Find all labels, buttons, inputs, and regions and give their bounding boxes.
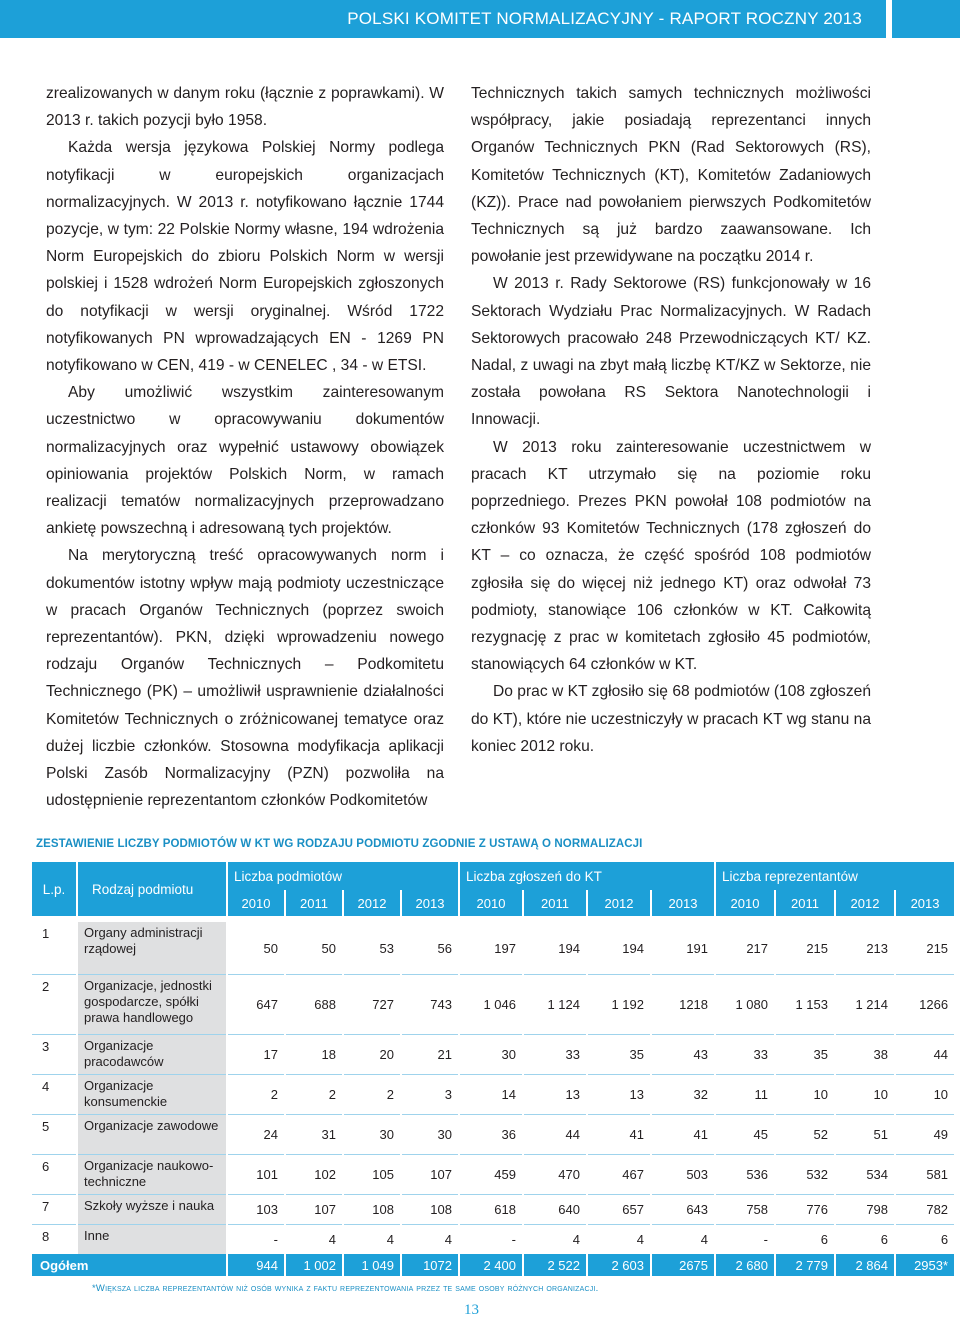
row-value: 105 (344, 1154, 400, 1194)
row-value: 618 (460, 1194, 522, 1224)
row-value: 45 (716, 1114, 774, 1154)
total-label: Ogółem (32, 1254, 226, 1276)
row-value: 50 (321, 940, 336, 956)
row-value: 581 (896, 1154, 954, 1194)
row-value: - (228, 1224, 284, 1254)
table-header-row (32, 862, 954, 890)
row-value: 50 (263, 940, 278, 956)
header-group: Liczba zgłoszeń do KT (460, 862, 714, 890)
row-value: 103 (228, 1194, 284, 1224)
text-column-left (46, 80, 444, 814)
row-value: 30 (402, 1114, 458, 1154)
total-value: 2 779 (776, 1254, 834, 1276)
row-name: Szkoły wyższe i nauka (78, 1194, 226, 1224)
row-value: 38 (836, 1034, 894, 1074)
table-row (32, 974, 954, 1034)
row-value: 30 (460, 1034, 522, 1074)
row-value: 640 (524, 1194, 586, 1224)
row-value: 4 (524, 1224, 586, 1254)
row-value: 14 (460, 1074, 522, 1114)
row-name: Inne (78, 1224, 226, 1254)
header-group: Liczba podmiotów (228, 862, 458, 890)
row-value: 4 (402, 1224, 458, 1254)
header-year: 2012 (344, 890, 400, 916)
paragraph: Technicznych takich samych technicznych możliwości współpracy, jakie posiadają reprezentanci innych Organów Technicznych PKN (Rad Sektorowych (RS), Komitetów Technicznych (KT), Komitetów Zadaniowych (KZ)). Prace nad powołaniem pierwszych Podkomitetów Technicznych są już bardzo zaawansowane. Ich powołanie jest przewidywane na początku 2014 r. (471, 85, 871, 266)
row-name: Organizacje pracodawców (78, 1034, 226, 1074)
row-value: 776 (776, 1194, 834, 1224)
paragraph: zrealizowanych w danym roku (łącznie z poprawkami). W 2013 r. takich pozycji było 1958. (46, 85, 444, 130)
row-lp: 4 (32, 1074, 76, 1114)
row-lp: 2 (32, 974, 76, 1034)
row-lp: 6 (32, 1154, 76, 1194)
row-value: 49 (896, 1114, 954, 1154)
row-value: 11 (716, 1074, 774, 1114)
row-value: 13 (524, 1074, 586, 1114)
paragraph: Każda wersja językowa Polskiej Normy podlega notyfikacji w europejskich organizacjach normalizacyjnych. W 2013 r. notyfikowano łącznie 1744 pozycje, w tym: 22 Polskie Normy własne, 194 wdrożenia Norm Europejskich do zbioru Polskich Norm w wersji polskiej i 1528 wdrożeń Norm Europejskich zgłoszonych do notyfikacji w wersji oryginalnej. Wśród 1722 notyfikowanych PN wprowadzających EN - 1269 PN notyfikowano w CEN, 419 - w CENELEC , 34 - w ETSI. (46, 139, 444, 375)
row-value: 1 080 (716, 974, 774, 1034)
row-value: 2 (286, 1074, 342, 1114)
row-value: 688 (286, 974, 342, 1034)
header-bar (0, 0, 886, 38)
row-value: 21 (402, 1034, 458, 1074)
total-value: 1 049 (344, 1254, 400, 1276)
row-value: 6 (776, 1224, 834, 1254)
row-name: Organizacje naukowo-techniczne (78, 1154, 226, 1194)
row-name: Organizacje zawodowe (78, 1114, 226, 1154)
report-title: POLSKI KOMITET NORMALIZACYJNY - RAPORT ROCZNY 2013 (347, 9, 862, 28)
row-value: 4 (286, 1224, 342, 1254)
table-row (32, 1194, 954, 1224)
header-year: 2011 (286, 890, 342, 916)
table-row (32, 922, 954, 974)
row-value: 197 (494, 940, 516, 956)
row-value: 470 (524, 1154, 586, 1194)
table-total-row (32, 1254, 954, 1276)
row-value: 536 (716, 1154, 774, 1194)
row-value: 1 046 (460, 974, 522, 1034)
row-value: 1 153 (776, 974, 834, 1034)
table-row (32, 1114, 954, 1154)
total-value: 2 603 (588, 1254, 650, 1276)
row-value: - (716, 1224, 774, 1254)
paragraph: Aby umożliwić wszystkim zainteresowanym uczestnictwo w opracowywaniu dokumentów normalizacyjnych oraz wypełnić ustawowy obowiązek opiniowania projektów Polskich Norm, w ramach realizacji tematów normalizacyjnych przeprowadzano ankietę powszechną i adresowaną tych projektów. (46, 384, 444, 538)
header-lp: L.p. (32, 862, 76, 916)
row-value: 107 (286, 1194, 342, 1224)
total-value: 2 864 (836, 1254, 894, 1276)
paragraph: W 2013 roku zainteresowanie uczestnictwem w pracach KT utrzymało się na poziomie roku poprzedniego. Prezes PKN powołał 108 podmiotów na członków 93 Komitetów Technicznych (178 zgłoszeń do KT – co oznacza, że część spośród 108 podmiotów zgłosiła się do więcej niż jednego KT) oraz odwołał 73 podmioty, stanowiące 106 członków w KT. Całkowitą rezygnację z prac w komitetach zgłosiło 45 podmiotów, stanowiących 64 członków w KT. (471, 438, 871, 674)
row-value: 107 (402, 1154, 458, 1194)
header-year: 2011 (776, 890, 834, 916)
row-value: 108 (344, 1194, 400, 1224)
total-value: 2675 (652, 1254, 714, 1276)
row-value: 108 (402, 1194, 458, 1224)
row-value: 33 (716, 1034, 774, 1074)
row-value: 56 (437, 940, 452, 956)
table-footnote: *Większa liczba reprezentantów niż osób wynika z faktu reprezentowania przez te same osoby różnych organizacji. (92, 1283, 599, 1294)
header-year: 2013 (402, 890, 458, 916)
row-value: 643 (652, 1194, 714, 1224)
row-value: 1 124 (524, 974, 586, 1034)
row-value: 782 (896, 1194, 954, 1224)
row-lp: 3 (32, 1034, 76, 1074)
row-lp: 8 (32, 1224, 76, 1254)
row-value: 217 (746, 940, 769, 956)
row-value: 53 (379, 940, 394, 956)
row-value: 17 (228, 1034, 284, 1074)
header-group: Liczba reprezentantów (716, 862, 954, 890)
row-value: 213 (866, 940, 889, 956)
row-value: 4 (588, 1224, 650, 1254)
row-value: 798 (836, 1194, 894, 1224)
row-value: 33 (524, 1034, 586, 1074)
row-value: 194 (622, 940, 644, 956)
table-title: ZESTAWIENIE LICZBY PODMIOTÓW W KT WG RODZAJU PODMIOTU ZGODNIE Z USTAWĄ O NORMALIZACJI (36, 838, 643, 850)
row-value: 10 (896, 1074, 954, 1114)
row-value: 4 (652, 1224, 714, 1254)
header-year: 2012 (836, 890, 894, 916)
row-value: 31 (286, 1114, 342, 1154)
row-value: 24 (228, 1114, 284, 1154)
row-value: 10 (836, 1074, 894, 1114)
row-value: 32 (652, 1074, 714, 1114)
row-value: 35 (588, 1034, 650, 1074)
row-value: 13 (588, 1074, 650, 1114)
row-value: 51 (836, 1114, 894, 1154)
total-value: 2 522 (524, 1254, 586, 1276)
row-lp: 1 (42, 926, 50, 941)
table-row (32, 1154, 954, 1194)
header-year: 2010 (228, 890, 284, 916)
row-value: 10 (776, 1074, 834, 1114)
total-value: 944 (228, 1254, 284, 1276)
header-name: Rodzaj podmiotu (78, 862, 226, 916)
row-value: - (460, 1224, 522, 1254)
row-value: 215 (806, 940, 829, 956)
table-row (32, 1224, 954, 1254)
row-value: 41 (652, 1114, 714, 1154)
table-row (32, 1034, 954, 1074)
header-year: 2012 (588, 890, 650, 916)
row-value: 6 (836, 1224, 894, 1254)
text-column-right (471, 80, 871, 760)
header-year: 2013 (896, 890, 954, 916)
header-year: 2013 (652, 890, 714, 916)
row-value: 102 (286, 1154, 342, 1194)
row-value: 657 (588, 1194, 650, 1224)
row-value: 532 (776, 1154, 834, 1194)
row-value: 1 214 (836, 974, 894, 1034)
row-name: Organizacje konsumenckie (78, 1074, 226, 1114)
row-name: Organizacje, jednostki gospodarcze, spółki prawa handlowego (78, 974, 226, 1034)
row-value: 41 (588, 1114, 650, 1154)
total-value: 2953* (896, 1254, 954, 1276)
paragraph: Do prac w KT zgłosiło się 68 podmiotów (108 zgłoszeń do KT), które nie uczestniczyły w pracach KT wg stanu na koniec 2012 roku. (471, 683, 871, 755)
row-value: 6 (896, 1224, 954, 1254)
total-value: 1072 (402, 1254, 458, 1276)
row-value: 758 (716, 1194, 774, 1224)
header-year: 2010 (460, 890, 522, 916)
row-value: 4 (344, 1224, 400, 1254)
row-value: 503 (652, 1154, 714, 1194)
row-value: 459 (460, 1154, 522, 1194)
row-value: 3 (402, 1074, 458, 1114)
page-number: 13 (464, 1302, 479, 1318)
row-value: 467 (588, 1154, 650, 1194)
paragraph: W 2013 r. Rady Sektorowe (RS) funkcjonowały w 16 Sektorach Wydziału Prac Normalizacyjnych. W Radach Sektorowych pracowało 248 Przewodniczących KT/ KZ. Nadal, z uwagi na zbyt małą liczbę KT/KZ w Sektorze, nie została powołana RS Sektora Nanotechnologii i Innowacji. (471, 275, 871, 429)
table-row (32, 1074, 954, 1114)
row-value: 194 (558, 940, 580, 956)
row-name: Organy administracji rządowej (78, 922, 226, 974)
row-value: 1218 (652, 974, 714, 1034)
header-year: 2011 (524, 890, 586, 916)
row-value: 647 (228, 974, 284, 1034)
total-value: 2 680 (716, 1254, 774, 1276)
row-value: 52 (776, 1114, 834, 1154)
row-value: 2 (228, 1074, 284, 1114)
header-year: 2010 (716, 890, 774, 916)
summary-table (30, 862, 956, 1276)
total-value: 2 400 (460, 1254, 522, 1276)
row-value: 44 (524, 1114, 586, 1154)
row-value: 215 (926, 940, 949, 956)
row-value: 727 (344, 974, 400, 1034)
row-value: 191 (686, 940, 709, 956)
row-value: 30 (344, 1114, 400, 1154)
row-value: 20 (344, 1034, 400, 1074)
row-value: 2 (344, 1074, 400, 1114)
row-value: 101 (228, 1154, 284, 1194)
row-value: 1266 (896, 974, 954, 1034)
row-value: 1 192 (588, 974, 650, 1034)
paragraph: Na merytoryczną treść opracowywanych norm i dokumentów istotny wpływ mają podmioty uczestniczące w pracach Organów Technicznych (poprzez swoich reprezentantów). PKN, dzięki wprowadzeniu nowego rodzaju Organów Technicznych – Podkomitetu Technicznego (PK) – umożliwił usprawnienie działalności Komitetów Technicznych o zróżnicowanej tematyce oraz dużej liczbie członków. Stosowna modyfikacja aplikacji Polski Zasób Normalizacyjny (PZN) pozwoliła na udostępnienie reprezentantom członków Podkomitetów (46, 547, 444, 810)
row-lp: 5 (32, 1114, 76, 1154)
row-value: 35 (776, 1034, 834, 1074)
row-value: 43 (652, 1034, 714, 1074)
row-value: 534 (836, 1154, 894, 1194)
total-value: 1 002 (286, 1254, 342, 1276)
row-value: 44 (896, 1034, 954, 1074)
row-lp: 7 (32, 1194, 76, 1224)
row-value: 18 (286, 1034, 342, 1074)
header-tab (892, 0, 960, 38)
row-value: 36 (460, 1114, 522, 1154)
row-value: 743 (402, 974, 458, 1034)
